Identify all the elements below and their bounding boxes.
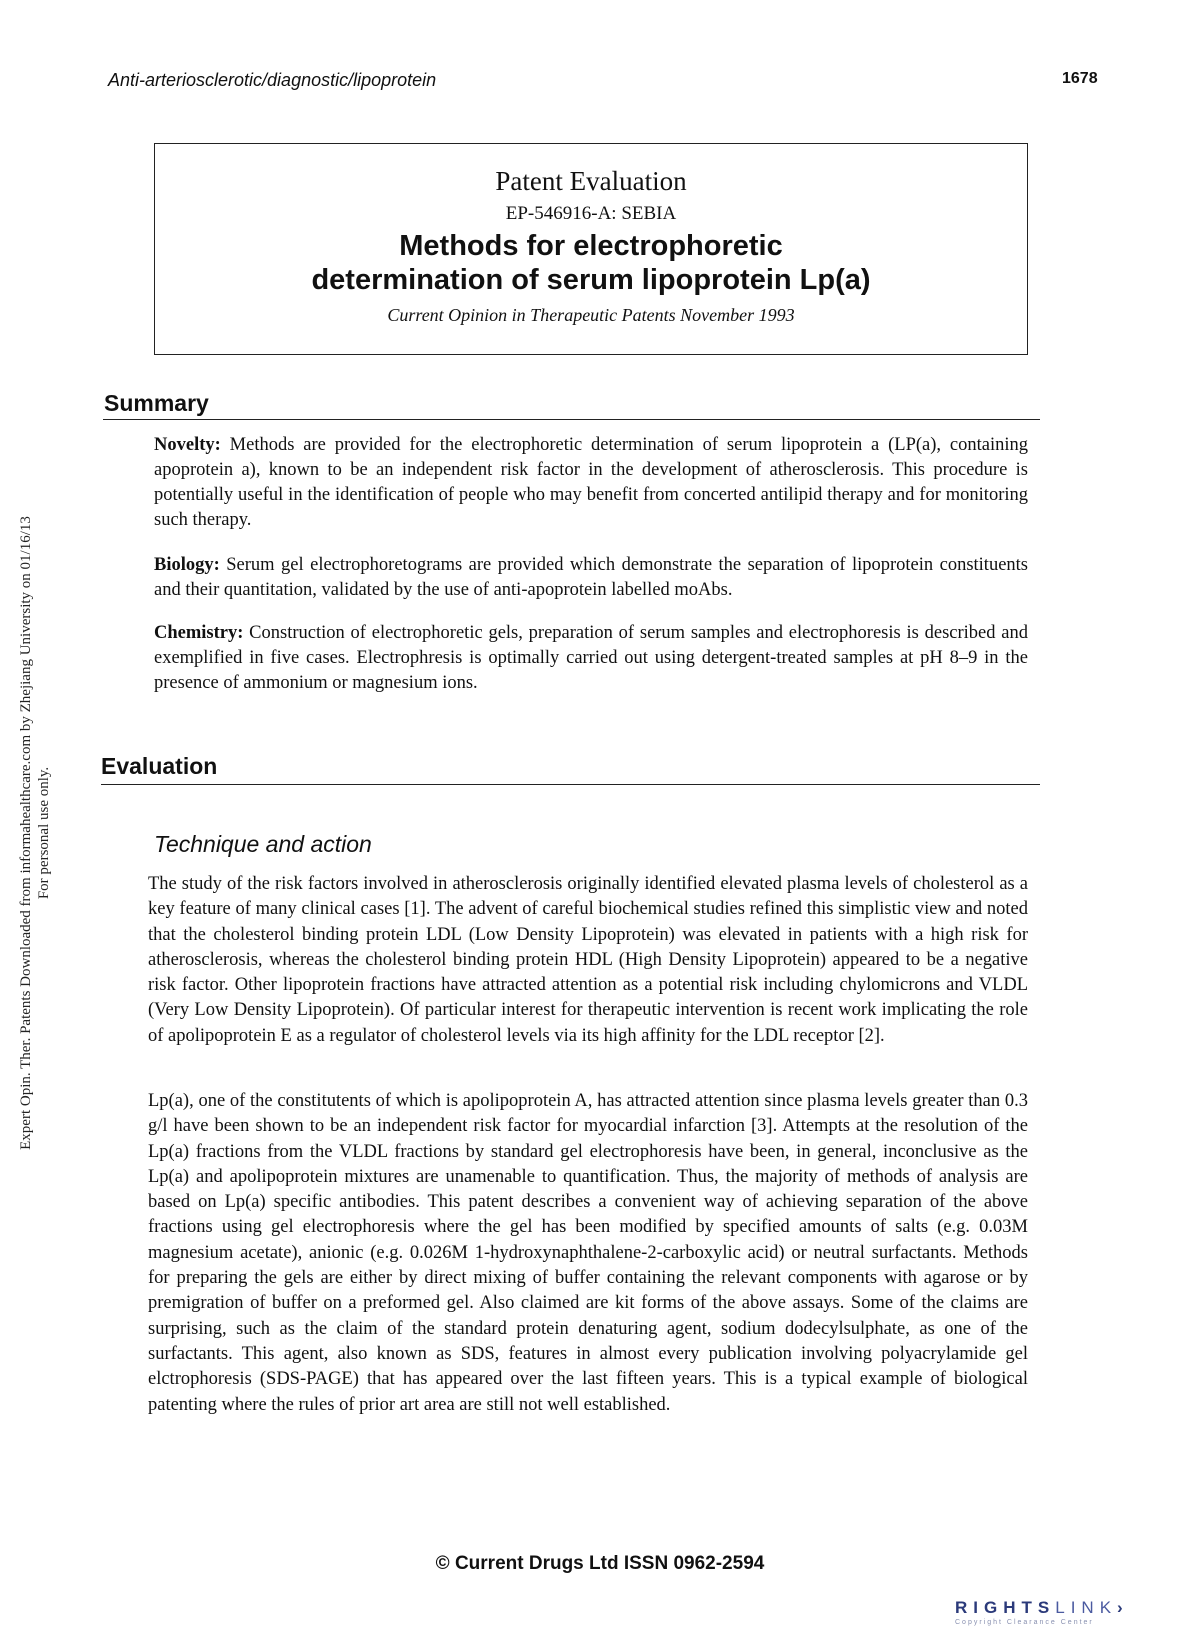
summary-rule xyxy=(103,419,1040,420)
evaluation-rule xyxy=(101,784,1040,785)
biology-label: Biology: xyxy=(154,555,220,575)
novelty-paragraph xyxy=(154,433,1028,533)
title-line-2: determination of serum lipoprotein Lp(a) xyxy=(311,264,871,296)
biology-text: Serum gel electrophoretograms are provided which demonstrate the separation of lipoprotein constituents and their quantitation, validated by the use of anti-apoprotein labelled moAbs. xyxy=(154,555,1028,600)
rightslink-subtitle: Copyright Clearance Center xyxy=(955,1619,1094,1626)
chemistry-label: Chemistry: xyxy=(154,623,244,643)
page-number: 1678 xyxy=(1062,70,1098,87)
novelty-label: Novelty: xyxy=(154,435,221,455)
article-kicker: Patent Evaluation xyxy=(495,166,687,196)
download-notice-line2: For personal use only. xyxy=(36,766,52,900)
rightslink-light: LINK xyxy=(1055,1598,1118,1617)
evaluation-paragraph-1: The study of the risk factors involved in atherosclerosis originally identified elevated plasma levels of cholesterol as a key feature of many clinical cases [1]. The advent of careful biochemical studies refined this simplistic view and noted that the cholesterol binding protein LDL (Low Density Lipoprotein) was elevated in patients with a high risk for atherosclerosis, whereas the cholesterol binding protein HDL (High Density Lipoprotein) appeared to be a negative risk factor. Other lipoprotein fractions have attracted attention as a potential risk including chylomicrons and VLDL (Very Low Density Lipoprotein). Of particular interest for therapeutic intervention is recent work implicating the role of apolipoprotein E as a regulator of cholesterol levels via its high affinity for the LDL receptor [2]. xyxy=(148,874,1028,1046)
title-box xyxy=(154,143,1028,355)
biology-paragraph xyxy=(154,553,1028,603)
rightslink-bold: RIGHTS xyxy=(955,1598,1056,1617)
article-title xyxy=(155,229,1027,297)
rightslink-logo xyxy=(955,1598,1129,1626)
summary-heading: Summary xyxy=(104,390,209,416)
title-line-1: Methods for electrophoretic xyxy=(399,230,783,262)
patent-number: EP-546916-A: SEBIA xyxy=(505,203,677,224)
chevron-icon: › xyxy=(1117,1598,1129,1617)
running-header: Anti-arteriosclerotic/diagnostic/lipoprotein xyxy=(108,70,437,90)
chemistry-text: Construction of electrophoretic gels, preparation of serum samples and electrophoresis is described and exemplified in five cases. Electrophresis is optimally carried out using detergent-treated samples at pH 8–9 in the presence of ammonium or magnesium ions. xyxy=(154,623,1028,693)
journal-citation: Current Opinion in Therapeutic Patents November 1993 xyxy=(387,305,795,325)
chemistry-paragraph xyxy=(154,621,1028,696)
download-notice-line1: Expert Opin. Ther. Patents Downloaded from informahealthcare.com by Zhejiang University on 01/16/13 xyxy=(18,516,34,1150)
copyright-footer: © Current Drugs Ltd ISSN 0962-2594 xyxy=(435,1553,765,1574)
technique-subheading: Technique and action xyxy=(154,831,372,857)
evaluation-heading: Evaluation xyxy=(101,753,218,779)
evaluation-paragraph-2: Lp(a), one of the constitutents of which is apolipoprotein A, has attracted attention since plasma levels greater than 0.3 g/l have been shown to be an independent risk factor for myocardial infarction [3]. Attempts at the resolution of the Lp(a) fractions from the VLDL fractions by standard gel electrophoresis have been, in general, inconclusive as the Lp(a) and apolipoprotein mixtures are unamenable to quantification. Thus, the majority of methods of analysis are based on Lp(a) specific antibodies. This patent describes a convenient way of achieving separation of the above fractions using gel electrophoresis where the gel has been modified by specified amounts of salts (e.g. 0.03M magnesium acetate), anionic (e.g. 0.026M 1-hydroxynaphthalene-2-carboxylic acid) or neutral surfactants. Methods for preparing the gels are either by direct mixing of buffer containing the relevant components with agarose or by premigration of buffer on a preformed gel. Also claimed are kit forms of the above assays. Some of the claims are surprising, such as the claim of the standard protein denaturing agent, sodium dodecylsulphate, as one of the surfactants. This agent, also known as SDS, features in almost every publication involving polyacrylamide gel elctrophoresis (SDS-PAGE) that has appeared over the last fifteen years. This is a typical example of biological patenting where the rules of prior art area are still not well established. xyxy=(148,1091,1028,1415)
download-notice xyxy=(17,448,53,1218)
novelty-text: Methods are provided for the electrophoretic determination of serum lipoprotein a (LP(a), containing apoprotein a), known to be an independent risk factor in the development of atherosclerosis. This procedure is potentially useful in the identification of people who may benefit from concerted antilipid therapy and for monitoring such therapy. xyxy=(154,435,1028,530)
